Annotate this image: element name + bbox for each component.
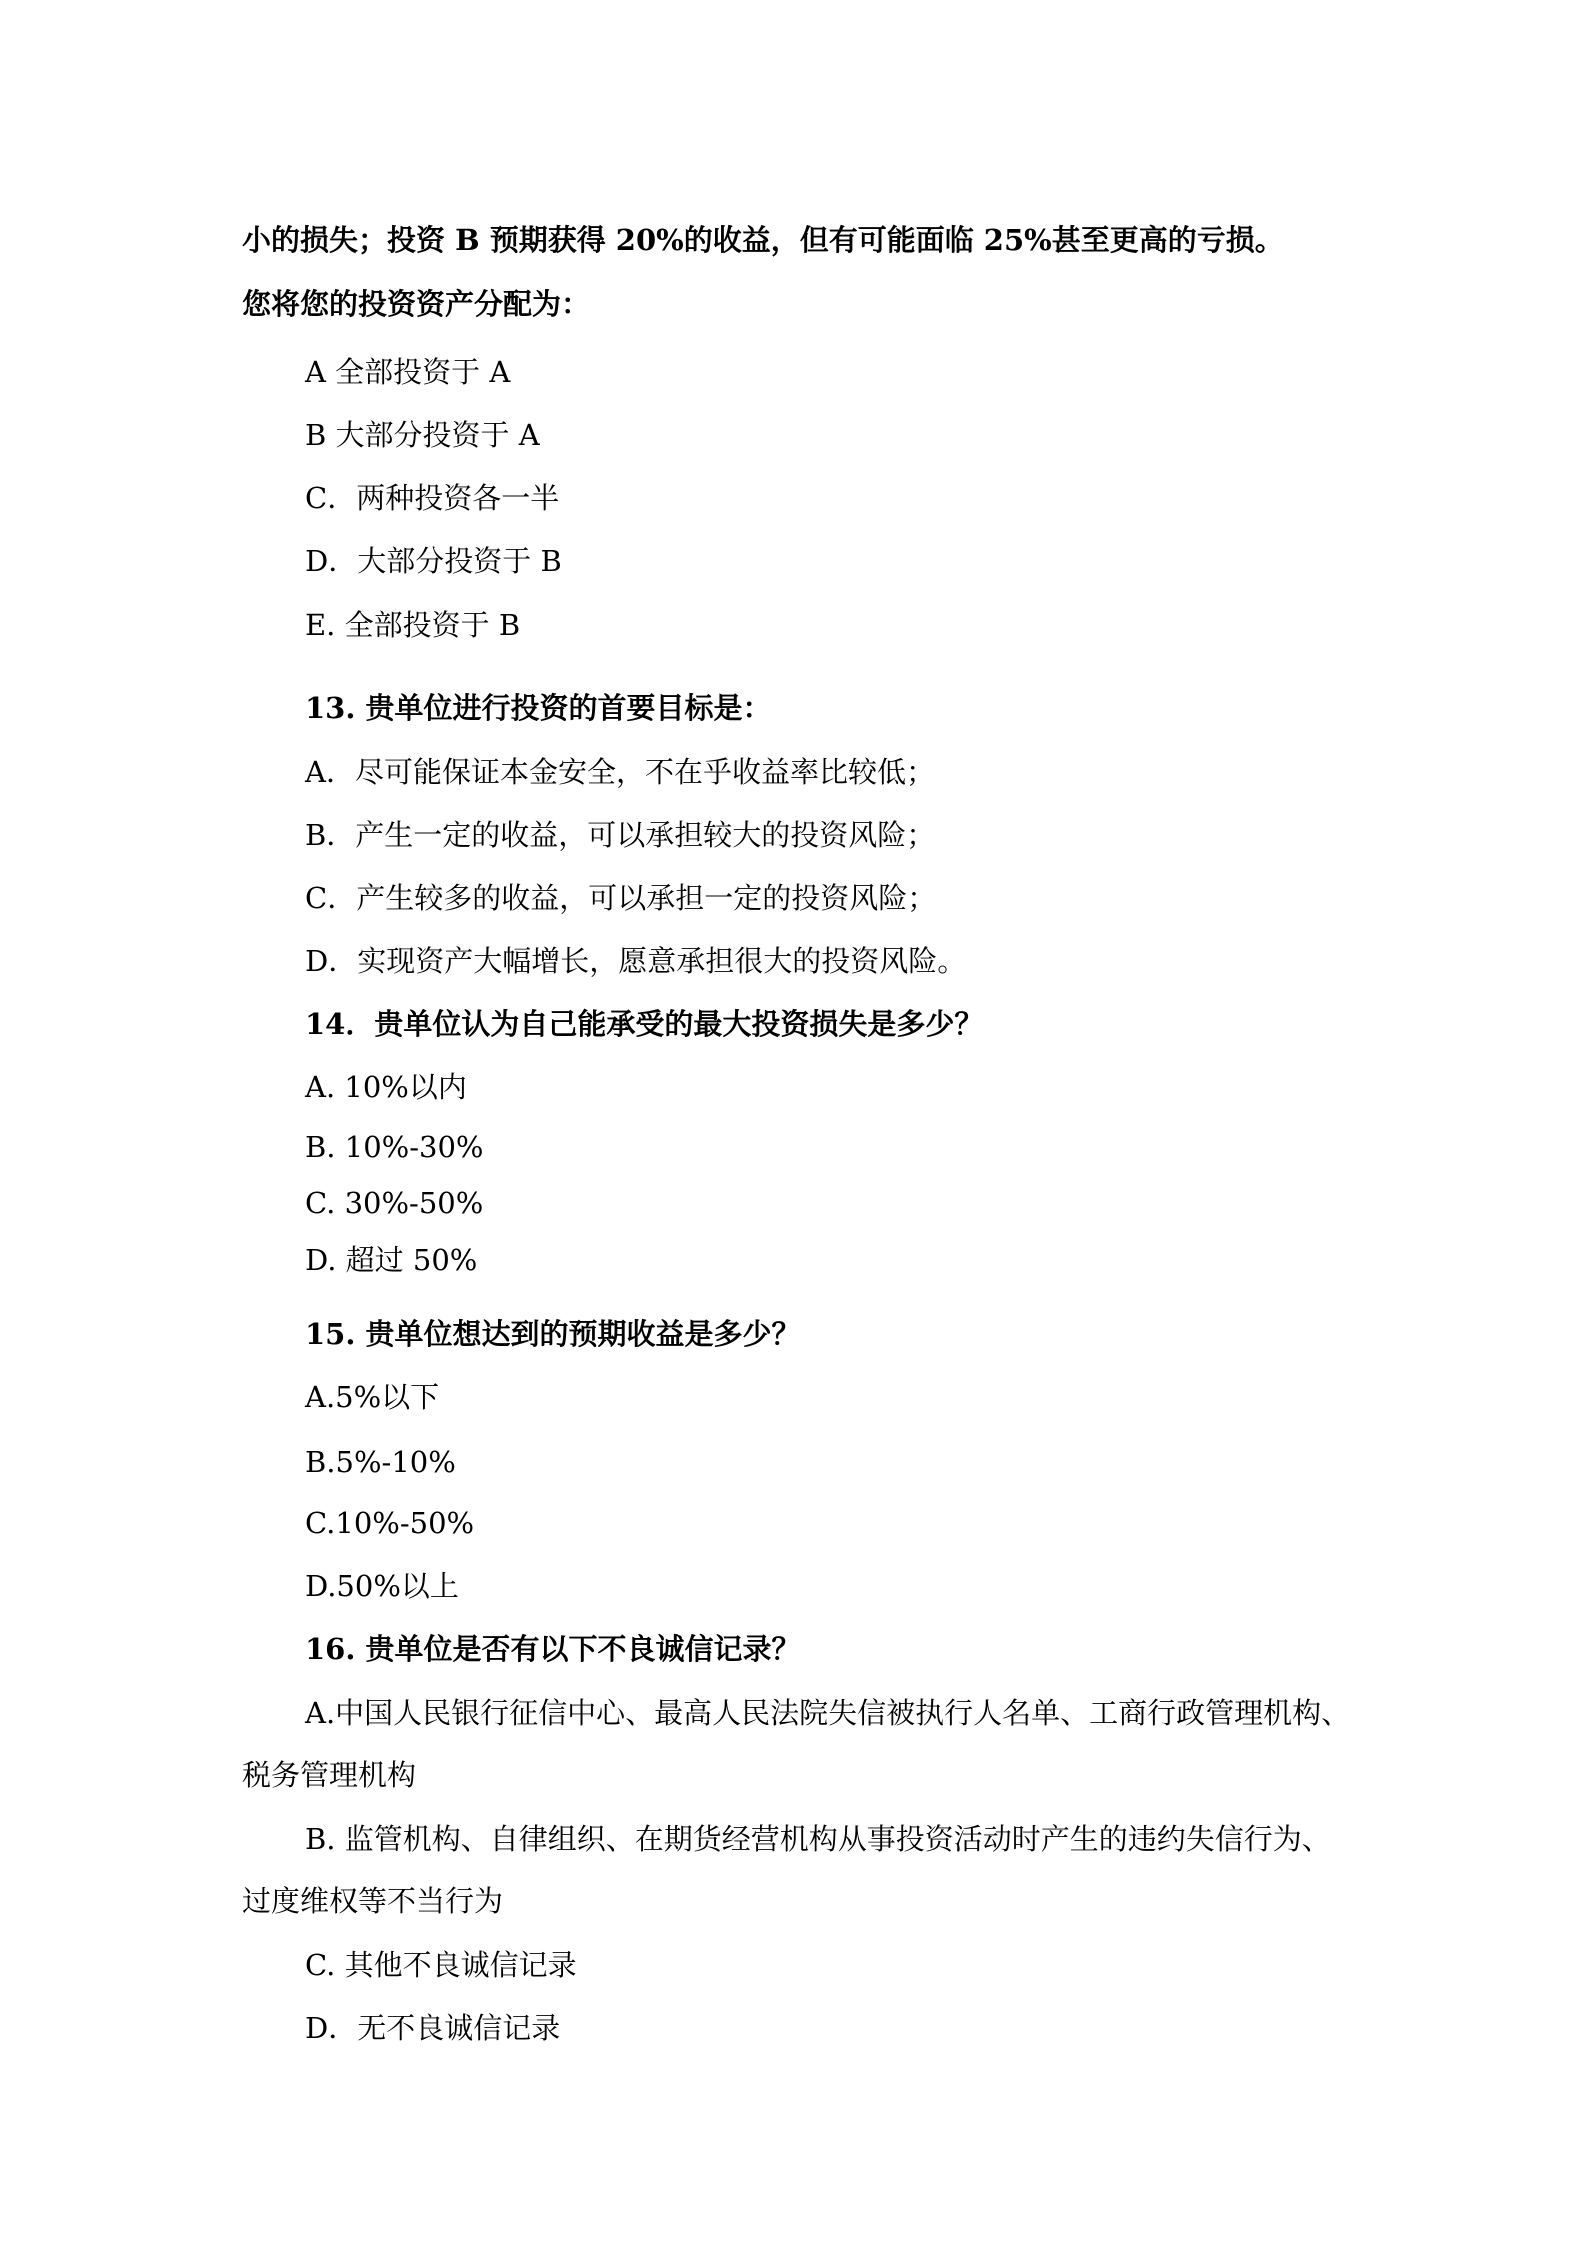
- q12-option-d: D．大部分投资于 B: [305, 544, 562, 578]
- q14-option-d: D. 超过 50%: [305, 1243, 478, 1277]
- q15-option-c: C.10%-50%: [305, 1506, 475, 1540]
- q16-option-b: B. 监管机构、自律组织、在期货经营机构从事投资活动时产生的违约失信行为、过度维权等不当行为: [242, 1822, 1331, 1918]
- q14-option-a: A. 10%以内: [305, 1070, 467, 1104]
- q12-option-b: B 大部分投资于 A: [305, 418, 540, 452]
- q14-option-c: C. 30%-50%: [305, 1186, 484, 1220]
- q12-option-c: C．两种投资各一半: [305, 481, 560, 515]
- q14-option-b: B. 10%-30%: [305, 1130, 484, 1164]
- q12-option-e: E. 全部投资于 B: [305, 608, 521, 642]
- q13-option-d: D．实现资产大幅增长，愿意承担很大的投资风险。: [305, 944, 967, 978]
- q13-option-c: C．产生较多的收益，可以承担一定的投资风险；: [305, 881, 937, 915]
- q13-option-b: B．产生一定的收益，可以承担较大的投资风险；: [305, 818, 936, 852]
- q15-option-a: A.5%以下: [305, 1380, 440, 1414]
- q12-text-line2: 您将您的投资资产分配为：: [242, 287, 591, 321]
- q15-title: 15. 贵单位想达到的预期收益是多少？: [305, 1317, 801, 1351]
- q16-title: 16. 贵单位是否有以下不良诚信记录？: [305, 1632, 801, 1666]
- q15-option-d: D.50%以上: [305, 1569, 459, 1603]
- q12-option-a: A 全部投资于 A: [305, 355, 511, 389]
- q16-option-a: A.中国人民银行征信中心、最高人民法院失信被执行人名单、工商行政管理机构、税务管理机构: [242, 1696, 1351, 1792]
- q15-option-b: B.5%-10%: [305, 1445, 456, 1479]
- q14-title: 14．贵单位认为自己能承受的最大投资损失是多少？: [305, 1007, 984, 1041]
- q16-option-c: C. 其他不良诚信记录: [305, 1948, 577, 1982]
- q13-title: 13. 贵单位进行投资的首要目标是：: [305, 691, 772, 725]
- q16-option-d: D．无不良诚信记录: [305, 2011, 561, 2045]
- q12-text-line1: 小的损失；投资 B 预期获得 20%的收益，但有可能面临 25%甚至更高的亏损。: [242, 223, 1284, 257]
- q13-option-a: A．尽可能保证本金安全，不在乎收益率比较低；: [305, 755, 935, 789]
